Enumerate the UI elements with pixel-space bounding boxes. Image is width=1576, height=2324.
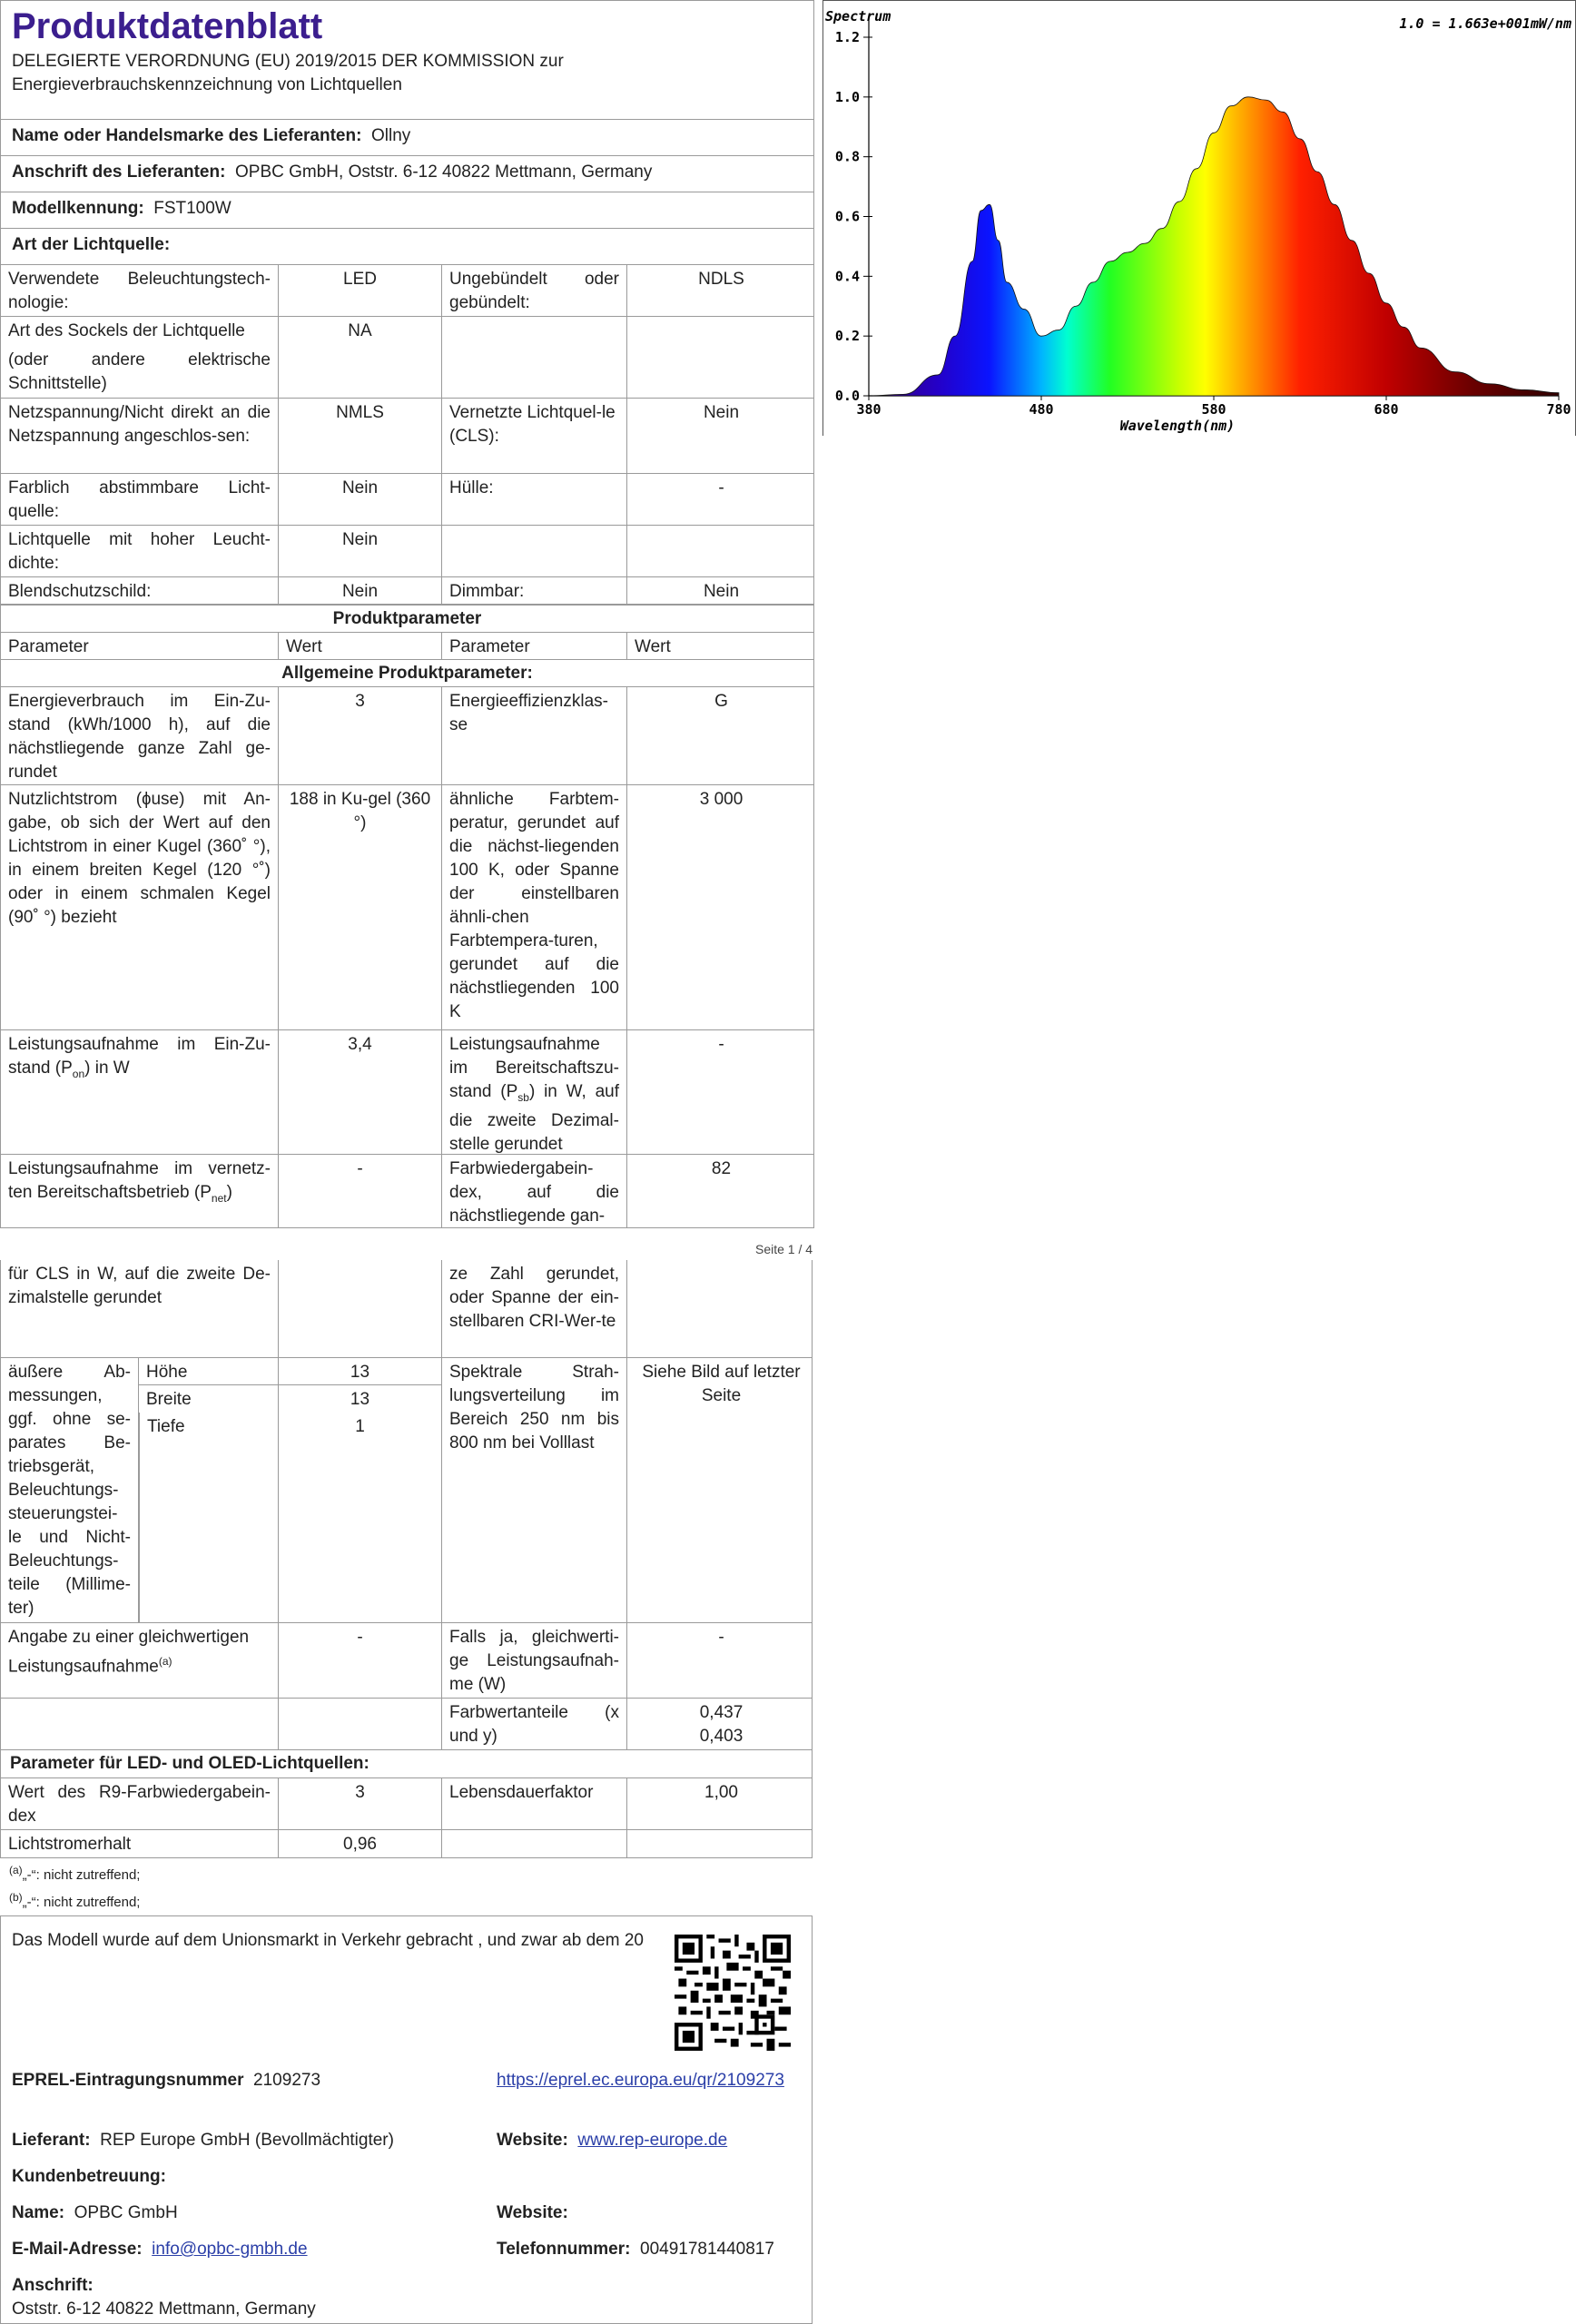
technology-value: LED xyxy=(279,265,442,316)
equivalent-power-value: - xyxy=(279,1623,442,1698)
empty-cell xyxy=(442,526,627,576)
y-tick-label: 1.2 xyxy=(834,29,860,45)
network-standby-label: Leistungsaufnahme im vernetz-ten Bereitschaftsbetrieb $(P_{net})$ xyxy=(1,1155,279,1227)
service-name-label: Name: xyxy=(12,2203,65,2222)
subsection-title-row xyxy=(1,660,813,687)
empty-cell xyxy=(279,1260,442,1357)
x-axis-label: Wavelength(nm) xyxy=(1119,418,1236,434)
table-row xyxy=(1,265,813,317)
luminous-flux-value: 188 in Ku-gel (360 °) xyxy=(279,785,442,1029)
eprel-number: 2109273 xyxy=(253,2071,321,2090)
y-tick-label: 0.2 xyxy=(834,328,860,345)
customer-service-label: Kundenbetreuung: xyxy=(12,2167,166,2186)
equivalent-power-w-value: - xyxy=(718,1628,724,1647)
table-row xyxy=(1,1260,812,1358)
cct-value: 3 000 xyxy=(699,790,744,809)
table-row xyxy=(1,474,813,526)
email-link[interactable]: info@opbc-gmbh.de xyxy=(152,2240,308,2259)
energy-class-label: Energieeffizienzklas-se xyxy=(442,687,627,784)
subsection-title-row xyxy=(1,1750,812,1778)
lumen-maintenance-value: 0,96 xyxy=(279,1830,442,1857)
qr-code-icon xyxy=(675,1935,791,2051)
footnote-b: $^{(b)}$„-“: nicht zutreffend; xyxy=(9,1891,141,1910)
footnote-a: $^{(a)}$„-“: nicht zutreffend; xyxy=(9,1864,141,1883)
table-row xyxy=(1,1699,812,1750)
equivalent-power-w-label: Falls ja, gleichwerti-ge Leistungsaufnah-me (W) xyxy=(442,1623,627,1698)
empty-cell xyxy=(442,317,627,398)
eprel-link[interactable]: https://eprel.ec.europa.eu/qr/2109273 xyxy=(497,2071,784,2090)
table-row xyxy=(1,1830,812,1857)
supplier-label: Lieferant: xyxy=(12,2131,91,2150)
table-row xyxy=(1,577,813,605)
mains-value: NMLS xyxy=(279,399,442,473)
energy-consumption-value: 3 xyxy=(279,687,442,784)
supplier-name-row xyxy=(1,120,813,156)
mains-label: Netzspannung/Nicht direkt an die Netzspannung angeschlos-sen: xyxy=(1,399,279,473)
dimensions-label: äußere Ab-messungen, ggf. ohne se-parates Be-triebsgerät, Beleuchtungs-steuerungstei-le und Nicht-Beleuchtungs-teile (Millime-ter) xyxy=(1,1358,139,1622)
directional-value: NDLS xyxy=(698,270,744,289)
section-title-row xyxy=(1,605,813,633)
r9-value: 3 xyxy=(279,1778,442,1829)
chromaticity-x: 0,437 xyxy=(699,1703,744,1722)
qr-code[interactable] xyxy=(675,1935,791,2051)
dimension-width-row xyxy=(139,1385,442,1413)
high-luminance-label: Lichtquelle mit hoher Leucht-dichte: xyxy=(1,526,279,576)
luminous-flux-label: Nutzlichtstrom (ɸuse) mit An-gabe, ob sich der Wert auf den Lichtstrom in einer Kugel (360˚ °), in einem breiten Kegel (120 °˚) oder in einem schmalen Kegel (90˚ °) bezieht xyxy=(1,785,279,1029)
market-date-text: Das Modell wurde auf dem Unionsmarkt in Verkehr gebracht , und zwar ab dem 20 xyxy=(12,1931,644,1950)
chromaticity-y: 0,403 xyxy=(699,1727,744,1746)
dimensions-row xyxy=(1,1358,812,1623)
website-label: Website: xyxy=(497,2131,568,2150)
table-row xyxy=(1,317,813,399)
table-row xyxy=(1,399,813,474)
table-row xyxy=(1,1155,813,1227)
table-row xyxy=(1,785,813,1030)
datasheet-page-1 xyxy=(0,0,814,1228)
service-website-label: Website: xyxy=(497,2203,568,2222)
r9-label: Wert des R9-Farbwiedergabein-dex xyxy=(1,1778,279,1829)
table-row xyxy=(1,526,813,577)
envelope-value: - xyxy=(718,478,724,497)
survival-factor-value: 1,00 xyxy=(704,1783,738,1802)
supplier-name-label: Name oder Handelsmarke des Lieferanten: xyxy=(12,126,362,145)
chart-scale-note: 1.0 = 1.663e+001mW/nm xyxy=(1399,15,1571,32)
dimension-width-label: Breite xyxy=(139,1385,279,1413)
spectral-distribution-label: Spektrale Strah-lungsverteilung im Bereich 250 nm bis 800 nm bei Volllast xyxy=(442,1358,627,1622)
cls-label: Vernetzte Lichtquel-le (CLS): xyxy=(442,399,627,473)
chromaticity-label: Farbwertanteile (x und y) xyxy=(442,1699,627,1749)
high-luminance-value: Nein xyxy=(279,526,442,576)
standby-power-label: Leistungsaufnahme im Bereitschaftszu-stand $(P_{sb})$ in W, auf die zweite Dezimal-stelle gerundet xyxy=(442,1030,627,1154)
column-header-value: Wert xyxy=(279,633,442,659)
website-link[interactable]: www.rep-europe.de xyxy=(577,2131,728,2150)
empty-cell xyxy=(1,1699,279,1749)
address-label: Anschrift: xyxy=(12,2276,94,2295)
chromaticity-value xyxy=(627,1699,815,1749)
empty-cell xyxy=(627,317,815,398)
general-params-title: Allgemeine Produktparameter: xyxy=(281,664,533,683)
standby-power-value: - xyxy=(718,1035,724,1054)
lightsource-type-label: Art der Lichtquelle: xyxy=(12,235,171,254)
model-value: FST100W xyxy=(153,199,231,218)
led-params-title: Parameter für LED- und OLED-Lichtquellen: xyxy=(10,1754,369,1773)
phone-value: 00491781440817 xyxy=(640,2240,774,2259)
supplier-value: REP Europe GmbH (Bevollmächtigter) xyxy=(100,2131,394,2150)
page-title: Produktdatenblatt xyxy=(12,6,323,46)
service-name-value: OPBC GmbH xyxy=(74,2203,178,2222)
energy-consumption-label: Energieverbrauch im Ein-Zu-stand (kWh/1000 h), auf die nächstliegende ganze Zahl ge-rundet xyxy=(1,687,279,784)
network-standby-label-cont: für CLS in W, auf die zweite De-zimalstelle gerundet xyxy=(1,1260,279,1357)
dimension-height-label: Höhe xyxy=(139,1358,279,1384)
spectrum-chart xyxy=(822,0,1576,436)
power-on-label: Leistungsaufnahme im Ein-Zu-stand $(P_{on})$ in W xyxy=(1,1030,279,1154)
envelope-label: Hülle: xyxy=(442,474,627,525)
empty-cell xyxy=(442,1830,627,1857)
lumen-maintenance-label: Lichtstromerhalt xyxy=(1,1830,279,1857)
table-header-row xyxy=(1,633,813,660)
model-label: Modellkennung: xyxy=(12,199,144,218)
glare-value: Nein xyxy=(279,577,442,604)
table-row xyxy=(1,1030,813,1155)
x-tick-label: 380 xyxy=(856,401,882,418)
cri-value: 82 xyxy=(711,1159,732,1178)
lightsource-type-row xyxy=(1,229,813,265)
page-number: Seite 1 / 4 xyxy=(755,1242,813,1256)
empty-cell xyxy=(627,1260,815,1357)
socket-label-note: (oder andere elektrische Schnittstelle) xyxy=(8,350,271,393)
spectrum-chart-svg xyxy=(823,1,1576,437)
technology-label: Verwendete Beleuchtungstech-nologie: xyxy=(1,265,279,316)
cls-value: Nein xyxy=(703,403,740,422)
network-standby-value: - xyxy=(279,1155,442,1227)
supplier-address-label: Anschrift des Lieferanten: xyxy=(12,162,226,182)
table-row xyxy=(1,1778,812,1830)
page-subtitle: DELEGIERTE VERORDNUNG (EU) 2019/2015 DER KOMMISSION zur Energieverbrauchskennzeichnung von Lichtquellen xyxy=(12,52,564,94)
y-tick-label: 0.8 xyxy=(834,148,860,165)
datasheet-page-2 xyxy=(0,1260,813,1858)
y-tick-label: 1.0 xyxy=(834,88,860,105)
empty-cell xyxy=(279,1699,442,1749)
dimension-width-value: 13 xyxy=(279,1385,442,1413)
column-header-parameter: Parameter xyxy=(1,633,279,659)
glare-label: Blendschutzschild: xyxy=(1,577,279,604)
x-tick-label: 480 xyxy=(1029,401,1054,418)
address-value: Oststr. 6-12 40822 Mettmann, Germany xyxy=(12,2299,316,2319)
empty-cell xyxy=(627,1830,815,1857)
survival-factor-label: Lebensdauerfaktor xyxy=(442,1778,627,1829)
power-on-value: 3,4 xyxy=(279,1030,442,1154)
empty-cell xyxy=(627,526,815,576)
y-tick-label: 0.4 xyxy=(834,268,860,285)
spectrum-area xyxy=(869,97,1559,396)
chart-title: Spectrum xyxy=(825,8,891,25)
tunable-value: Nein xyxy=(279,474,442,525)
dimension-height-row xyxy=(139,1358,442,1385)
energy-class-value: G xyxy=(714,692,728,711)
cct-label: ähnliche Farbtem-peratur, gerundet auf die nächst-liegenden 100 K, oder Spanne der einstellbaren ähnli-chen Farbtempera-turen, gerundet auf die nächstliegenden 100 K xyxy=(442,785,627,1029)
table-row xyxy=(1,687,813,785)
dimension-height-value: 13 xyxy=(279,1358,442,1384)
x-tick-label: 580 xyxy=(1201,401,1226,418)
y-tick-label: 0.0 xyxy=(834,388,860,404)
eprel-label: EPREL-Eintragungsnummer xyxy=(12,2071,244,2090)
socket-label: Art des Sockels der Lichtquelle xyxy=(8,321,245,340)
x-tick-label: 680 xyxy=(1374,401,1399,418)
dimmable-value: Nein xyxy=(703,582,740,601)
header-row xyxy=(1,1,813,120)
cri-label-cont: ze Zahl gerundet, oder Spanne der ein-stellbaren CRI-Wer-te xyxy=(442,1260,627,1357)
y-tick-label: 0.6 xyxy=(834,208,860,225)
spectral-distribution-value: Siehe Bild auf letzter Seite xyxy=(642,1363,801,1405)
column-header-value: Wert xyxy=(635,637,671,656)
column-header-parameter: Parameter xyxy=(442,633,627,659)
email-label: E-Mail-Adresse: xyxy=(12,2240,143,2259)
equivalent-power-label: Angabe zu einer gleichwertigen Leistungsaufnahme$^{(a)}$ xyxy=(1,1623,279,1698)
model-row xyxy=(1,192,813,229)
cri-label: Farbwiedergabein-dex, auf die nächstliegende gan- xyxy=(442,1155,627,1227)
tunable-label: Farblich abstimmbare Licht-quelle: xyxy=(1,474,279,525)
dimension-depth-value: 1 xyxy=(279,1413,442,1622)
section-title: Produktparameter xyxy=(332,609,482,628)
dimension-depth-label: Tiefe xyxy=(139,1413,279,1622)
supplier-info-box xyxy=(0,1915,813,2324)
supplier-address-row xyxy=(1,156,813,192)
supplier-address-value: OPBC GmbH, Oststr. 6-12 40822 Mettmann, Germany xyxy=(235,162,653,182)
x-tick-label: 780 xyxy=(1546,401,1571,418)
directional-label: Ungebündelt oder gebündelt: xyxy=(442,265,627,316)
phone-label: Telefonnummer: xyxy=(497,2240,631,2259)
table-row xyxy=(1,1623,812,1699)
supplier-name-value: Ollny xyxy=(370,126,411,145)
socket-value: NA xyxy=(279,317,442,398)
dimmable-label: Dimmbar: xyxy=(442,577,627,604)
